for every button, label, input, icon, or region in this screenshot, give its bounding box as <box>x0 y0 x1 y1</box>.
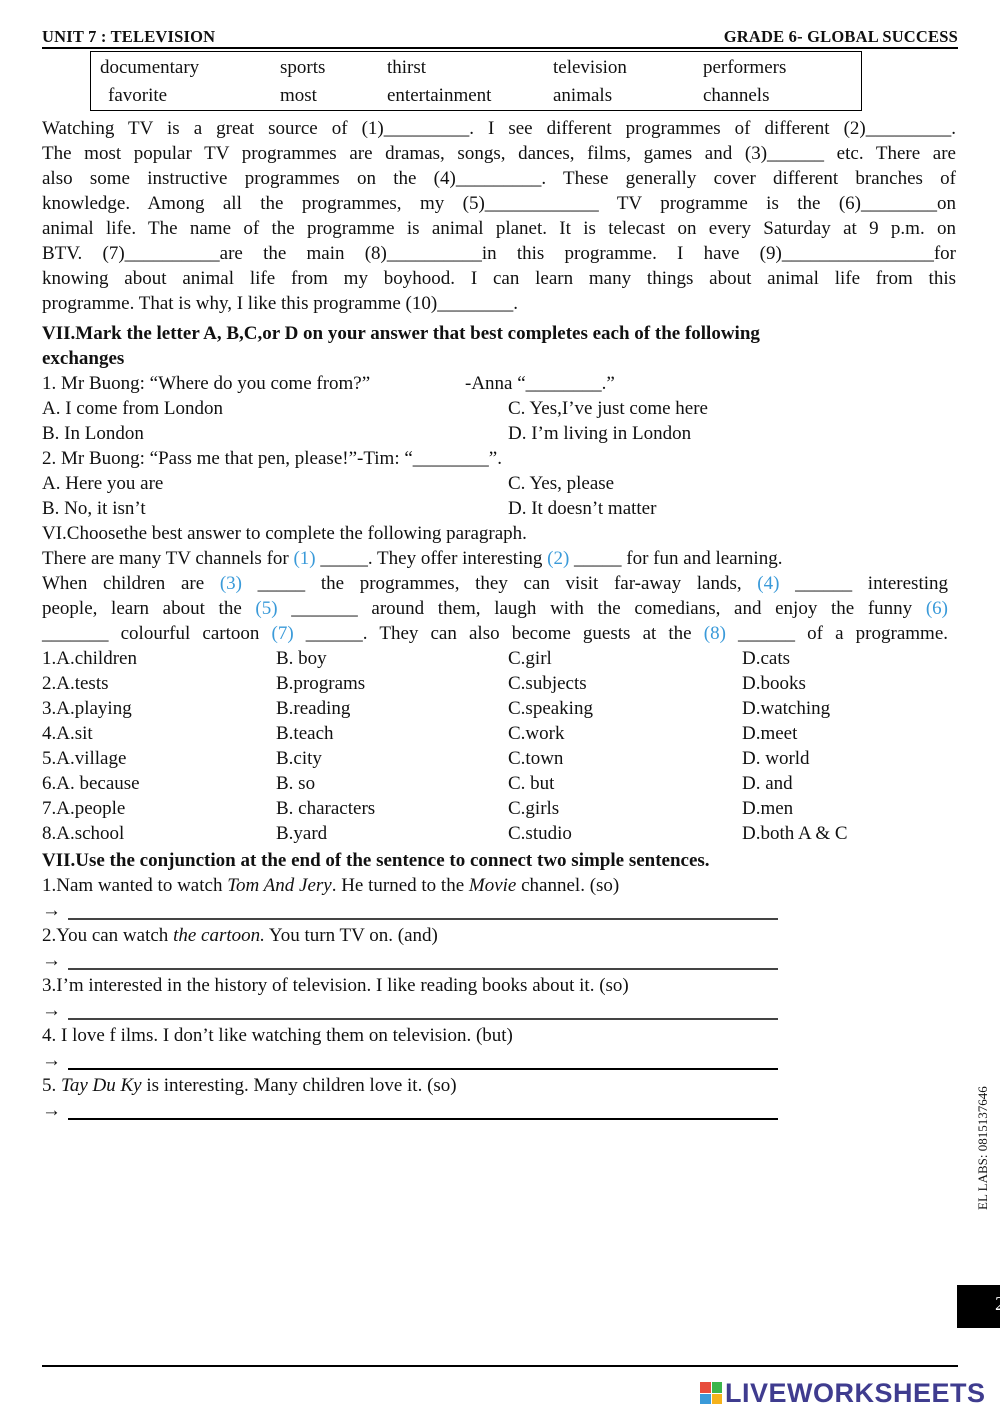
text-segment: _____ for fun and learning. <box>569 548 783 569</box>
answer-arrow-icon: → <box>42 950 61 971</box>
blank-number: (3) <box>219 573 242 594</box>
cloze-line <box>42 621 948 646</box>
word-box-item: most <box>280 85 317 106</box>
italic-title: the cartoon. <box>173 925 265 946</box>
word-box-item: favorite <box>108 85 168 106</box>
cloze-option: D.men <box>742 798 794 819</box>
option-a: A. I come from London <box>42 398 223 419</box>
cloze-option: 1.A.children <box>42 648 137 669</box>
text-segment: _______ colourful cartoon <box>42 623 272 644</box>
cloze-line <box>42 546 782 571</box>
page-number: 2 <box>995 1293 1005 1315</box>
cloze-option: C.studio <box>508 823 572 844</box>
option-d: D. It doesn’t matter <box>508 498 657 519</box>
section-title-exchanges-2: exchanges <box>42 348 125 369</box>
blank-number: (7) <box>271 623 294 644</box>
italic-title: Movie <box>468 875 517 896</box>
answer-line[interactable] <box>68 968 778 970</box>
word-box-item: television <box>553 57 627 78</box>
passage-line: animal life. The name of the programme is animal planet. It is telecast on every Saturday at 9 p.m. on <box>42 218 956 239</box>
text-segment: _____. They offer interesting <box>315 548 548 569</box>
cloze-option: C.town <box>508 748 564 769</box>
blank-number: (8) <box>703 623 726 644</box>
cloze-option: 5.A.village <box>42 748 127 769</box>
cloze-option: 7.A.people <box>42 798 126 819</box>
section-title-exchanges: VII.Mark the letter A, B,C,or D on your answer that best completes each of the following <box>42 323 760 344</box>
option-c: C. Yes,I’ve just come here <box>508 398 708 419</box>
cloze-line <box>42 596 948 621</box>
cloze-option: C.work <box>508 723 565 744</box>
text-segment: 5. <box>42 1075 61 1096</box>
word-box-item: channels <box>703 85 770 106</box>
passage-line: knowing about animal life from my boyhood. I can learn many things about animal life from this <box>42 268 956 289</box>
page-number-tab <box>957 1285 1005 1328</box>
cloze-option: 6.A. because <box>42 773 140 794</box>
conjunction-question <box>42 1073 457 1098</box>
answer-line[interactable] <box>68 1118 778 1120</box>
grade-title: GRADE 6- GLOBAL SUCCESS <box>723 27 958 46</box>
cloze-option: B.programs <box>276 673 366 694</box>
cloze-option: D.meet <box>742 723 798 744</box>
cloze-option: D.cats <box>742 648 791 669</box>
brand-name: LIVEWORKSHEETS <box>725 1377 986 1408</box>
cloze-option: 8.A.school <box>42 823 125 844</box>
question-stem: 1. Mr Buong: “Where do you come from?” <box>42 373 371 394</box>
cloze-option: B.teach <box>276 723 334 744</box>
text-segment: 4. I love f ilms. I don’t like watching them on television. (but) <box>42 1025 513 1046</box>
italic-title: Tay Du Ky <box>61 1075 142 1096</box>
text-segment: 1.Nam wanted to watch <box>42 875 228 896</box>
answer-line[interactable] <box>68 1068 778 1070</box>
word-box-item: performers <box>703 57 787 78</box>
header-rule <box>42 47 958 49</box>
passage-line: knowledge. Among all the programmes, my (5)____________ TV programme is the (6)________on <box>42 193 956 214</box>
text-segment: 2.You can watch <box>42 925 174 946</box>
answer-arrow-icon: → <box>42 900 61 921</box>
text-segment: . He turned to the <box>331 875 469 896</box>
text-segment: ______ of a programme. <box>725 623 949 644</box>
question-stem: 2. Mr Buong: “Pass me that pen, please!”-Tim: “________”. <box>42 448 502 469</box>
option-b: B. In London <box>42 423 144 444</box>
conjunction-question <box>42 1023 513 1048</box>
cloze-option: B.city <box>276 748 322 769</box>
cloze-option: C.speaking <box>508 698 593 719</box>
liveworksheets-logo <box>700 1378 986 1408</box>
cloze-option: D. world <box>742 748 810 769</box>
blank-number: (1) <box>293 548 316 569</box>
passage-line: The most popular TV programmes are dramas, songs, dances, films, games and (3)______ etc. There are <box>42 143 956 164</box>
text-segment: You turn TV on. (and) <box>264 925 438 946</box>
logo-icon <box>700 1382 722 1404</box>
cloze-option: C. but <box>508 773 555 794</box>
blank-number: (6) <box>925 598 948 619</box>
cloze-option: D.watching <box>742 698 831 719</box>
conjunction-question <box>42 923 438 948</box>
text-segment: There are many TV channels for <box>42 548 294 569</box>
cloze-option: D.books <box>742 673 806 694</box>
answer-arrow-icon: → <box>42 1100 61 1121</box>
word-box-item: thirst <box>387 57 427 78</box>
cloze-option: B. so <box>276 773 316 794</box>
conjunction-question <box>42 873 619 898</box>
text-segment: channel. (so) <box>516 875 620 896</box>
unit-title: UNIT 7 : TELEVISION <box>42 27 216 46</box>
text-segment: is interesting. Many children love it. (so) <box>141 1075 457 1096</box>
cloze-option: B.reading <box>276 698 351 719</box>
section-title-paragraph: VI.Choosethe best answer to complete the following paragraph. <box>42 523 527 544</box>
passage-line: programme. That is why, I like this programme (10)________. <box>42 293 518 314</box>
word-box-item: sports <box>280 57 326 78</box>
text-segment: When children are <box>42 573 220 594</box>
cloze-option: 2.A.tests <box>42 673 109 694</box>
word-box <box>90 51 862 111</box>
word-box-item: documentary <box>100 57 200 78</box>
answer-line[interactable] <box>68 1018 778 1020</box>
side-code: EL LABS: 0815137646 <box>975 1086 990 1210</box>
word-box-item: entertainment <box>387 85 492 106</box>
text-segment: ______ interesting <box>779 573 949 594</box>
cloze-option: C.subjects <box>508 673 587 694</box>
cloze-option: D.both A & C <box>742 823 848 844</box>
passage-line: BTV. (7)__________are the main (8)__________in this programme. I have (9)________________for <box>42 243 956 264</box>
option-d: D. I’m living in London <box>508 423 692 444</box>
cloze-option: B.yard <box>276 823 328 844</box>
question-reply: -Anna “________.” <box>465 373 615 394</box>
text-segment: _____ the programmes, they can visit far-away lands, <box>242 573 758 594</box>
answer-line[interactable] <box>68 918 778 920</box>
passage-tv <box>42 116 956 316</box>
section-title-conjunction: VII.Use the conjunction at the end of the sentence to connect two simple sentences. <box>42 850 710 871</box>
option-c: C. Yes, please <box>508 473 615 494</box>
italic-title: Tom And Jery <box>227 875 332 896</box>
option-b: B. No, it isn’t <box>42 498 146 519</box>
text-segment: _______ around them, laugh with the comedians, and enjoy the funny <box>277 598 926 619</box>
cloze-line <box>42 571 948 596</box>
text-segment: ______. They can also become guests at the <box>293 623 704 644</box>
cloze-option: 4.A.sit <box>42 723 93 744</box>
cloze-option: B. boy <box>276 648 327 669</box>
text-segment: people, learn about the <box>42 598 256 619</box>
option-a: A. Here you are <box>42 473 164 494</box>
cloze-option: B. characters <box>276 798 376 819</box>
blank-number: (4) <box>757 573 780 594</box>
answer-arrow-icon: → <box>42 1050 61 1071</box>
blank-number: (2) <box>547 548 570 569</box>
conjunction-question <box>42 973 629 998</box>
passage-line: also some instructive programmes on the (4)_________. These generally cover different branches of <box>42 168 956 189</box>
cloze-option: C.girls <box>508 798 560 819</box>
cloze-option: 3.A.playing <box>42 698 132 719</box>
passage-line: Watching TV is a great source of (1)_________. I see different programmes of different (2)_________. <box>42 118 956 139</box>
blank-number: (5) <box>255 598 278 619</box>
cloze-option: C.girl <box>508 648 552 669</box>
text-segment: 3.I’m interested in the history of television. I like reading books about it. (so) <box>42 975 629 996</box>
footer-rule <box>42 1365 958 1367</box>
answer-arrow-icon: → <box>42 1000 61 1021</box>
cloze-option: D. and <box>742 773 793 794</box>
word-box-item: animals <box>553 85 613 106</box>
